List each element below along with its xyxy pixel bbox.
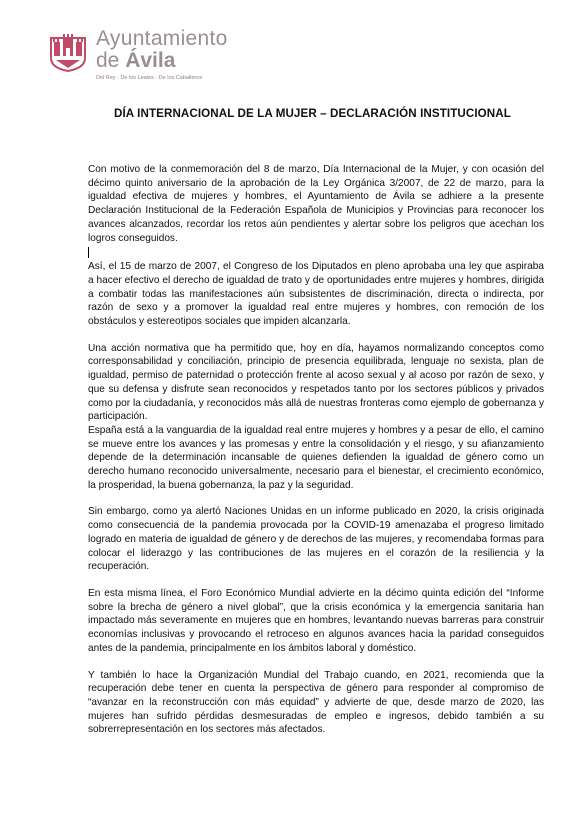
paragraph-5: Sin embargo, como ya alertó Naciones Unidas en un informe publicado en 2020, la crisis originada como consecuencia de la pandemia provocada por la COVID-19 amenazaba el progreso limitado logrado en materia de igualdad de género y de derechos de las mujeres, y recomendaba formas para colocar el liderazgo y las contribuciones de las mujeres en el corazón de la resiliencia y la recuperación.	[88, 506, 544, 573]
logo-prefix: de	[96, 49, 126, 72]
logo-tagline: Del Rey · De los Leales · De los Caballeros	[96, 75, 203, 81]
paragraph-2: Así, el 15 de marzo de 2007, el Congreso de los Diputados en pleno aprobaba una ley que aspiraba a hacer efectivo el derecho de igualdad de trato y de oportunidades entre mujeres y hombres, dirigida a combatir todas las manifestaciones aún subsistentes de discriminación, directa o indirecta, por razón de sexo y a promover la igualdad real entre mujeres y hombres, con remoción de los obstáculos y estereotipos sociales que impiden alcanzarla.	[88, 261, 544, 328]
paragraph-3: Una acción normativa que ha permitido que, hoy en día, hayamos normalizando conceptos como corresponsabilidad y conciliación, principio de presencia equilibrada, lenguaje no sexista, plan de igualdad, permiso de paternidad o protección frente al acoso sexual y al acoso por razón de sexo, y que su defensa y disfrute sean reconocidos y respetados tanto por los sectores públicos y privados como por la ciudadanía, y reconocidos más allá de nuestras fronteras como ejemplo de gobernanza y participación.	[88, 342, 544, 423]
logo-wordmark-line1: Ayuntamiento	[96, 27, 228, 50]
paragraph-4: España está a la vanguardia de la igualdad real entre mujeres y hombres y a pesar de ello, el camino se mueve entre los avances y las promesas y entre la consolidación y el riesgo, y su afianzamiento depende de la determinación incansable de quienes defienden la igualdad de género como un derecho humano reconocido universalmente, necesario para el bienestar, el crecimiento económico, la prosperidad, la buena gobernanza, la paz y la seguridad.	[88, 424, 544, 491]
document-title: DÍA INTERNACIONAL DE LA MUJER – DECLARACIÓN INSTITUCIONAL	[114, 107, 511, 120]
paragraph-7: Y también lo hace la Organización Mundial del Trabajo cuando, en 2021, recomienda que la recuperación debe tener en cuenta la perspectiva de género para responder al compromiso de “avanzar en la reconstrucción con más equidad” y advierte de que, desde marzo de 2020, las mujeres han sufrido pérdidas desmesuradas de empleo e ingresos, debido también a su sobrerrepresentación en los sectores más afectados.	[88, 669, 544, 736]
paragraph-1: Con motivo de la conmemoración del 8 de marzo, Día Internacional de la Mujer, y con ocasión del décimo quinto aniversario de la aprobación de la Ley Orgánica 3/2007, de 22 de marzo, para la igualdad efectiva de mujeres y hombres, el Ayuntamiento de Ávila se adhiere a la presente Declaración Institucional de la Federación Española de Municipios y Provincias para reconocer los avances alcanzados, recordar los retos aún pendientes y alertar sobre los peligros que acechan los logros conseguidos.	[88, 164, 544, 244]
document-body	[88, 163, 544, 750]
paragraph-6: En esta misma línea, el Foro Económico Mundial advierte en la décimo quinta edición del “Informe sobre la brecha de género a nivel global”, que la crisis económica y la emergencia sanitaria han impactado más severamente en mujeres que en hombres, levantando nuevas barreras para construir economías inclusivas y provocando el retroceso en algunos avances hacia la paridad conseguidos antes de la pandemia, principalmente en los ámbitos laboral y doméstico.	[88, 587, 544, 654]
avila-emblem-icon	[48, 28, 88, 72]
logo-wordmark-line2	[96, 50, 228, 72]
text-cursor	[88, 247, 89, 258]
logo-city: Ávila	[125, 49, 176, 72]
ayuntamiento-logo	[48, 28, 228, 82]
